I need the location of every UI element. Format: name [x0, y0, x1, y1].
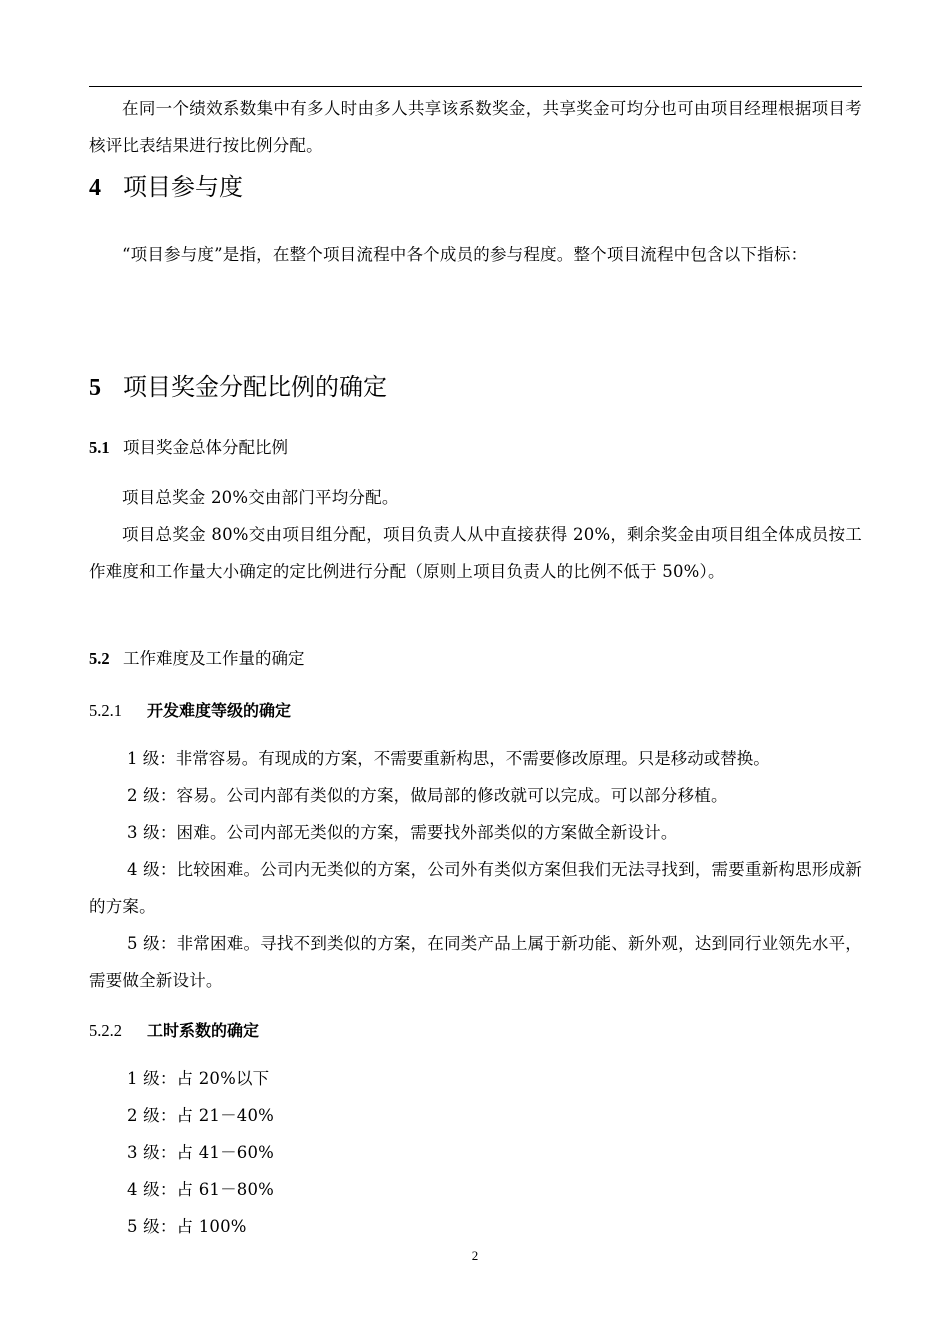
section-5-1-para-2: 项目总奖金 80%交由项目组分配，项目负责人从中直接获得 20%，剩余奖金由项目组全体成员按工作难度和工作量大小确定的定比例进行分配（原则上项目负责人的比例不低于 50%）。	[89, 525, 862, 581]
section-4-title: 项目参与度	[123, 173, 243, 201]
section-5-1-number: 5.1	[89, 438, 110, 457]
work-hour-coefficient-list	[89, 1060, 862, 1245]
section-5-2-1-heading	[89, 699, 862, 723]
section-5-title: 项目奖金分配比例的确定	[123, 373, 387, 401]
difficulty-level-list	[89, 740, 862, 999]
section-5-heading	[89, 371, 862, 404]
section-4-number: 4	[89, 175, 101, 201]
section-5-2-title: 工作难度及工作量的确定	[123, 649, 305, 668]
work-hour-level-item: 1 级：占 20%以下	[127, 1069, 270, 1088]
section-5-number: 5	[89, 375, 101, 401]
section-5-1-title: 项目奖金总体分配比例	[123, 438, 288, 457]
header-rule	[89, 86, 862, 87]
difficulty-level-item: 5 级：非常困难。寻找不到类似的方案，在同类产品上属于新功能、新外观，达到同行业领先水平，需要做全新设计。	[89, 934, 862, 990]
section-5-2-number: 5.2	[89, 649, 110, 668]
difficulty-level-item: 2 级：容易。公司内部有类似的方案，做局部的修改就可以完成。可以部分移植。	[127, 786, 728, 805]
section-5-2-1-title: 开发难度等级的确定	[147, 701, 292, 720]
intro-block	[89, 90, 862, 164]
work-hour-level-item: 5 级：占 100%	[127, 1217, 247, 1236]
section-5-1-para-1: 项目总奖金 20%交由部门平均分配。	[122, 488, 399, 507]
section-5-2-1-number: 5.2.1	[89, 701, 122, 720]
section-5-1-heading	[89, 436, 862, 460]
section-5-1-body	[89, 479, 862, 590]
difficulty-level-item: 1 级：非常容易。有现成的方案，不需要重新构思，不需要修改原理。只是移动或替换。	[127, 749, 770, 768]
work-hour-level-item: 3 级：占 41－60%	[127, 1143, 275, 1162]
section-5-2-2-title: 工时系数的确定	[147, 1021, 260, 1040]
work-hour-level-item: 2 级：占 21－40%	[127, 1106, 275, 1125]
page-number: 2	[471, 1248, 479, 1263]
section-4-body	[89, 236, 862, 273]
section-5-2-2-heading	[89, 1019, 862, 1043]
section-5-2-2-number: 5.2.2	[89, 1021, 122, 1040]
section-5-2-heading	[89, 647, 862, 671]
intro-paragraph: 在同一个绩效系数集中有多人时由多人共享该系数奖金，共享奖金可均分也可由项目经理根据项目考核评比表结果进行按比例分配。	[89, 99, 862, 155]
work-hour-level-item: 4 级：占 61－80%	[127, 1180, 275, 1199]
difficulty-level-item: 3 级：困难。公司内部无类似的方案，需要找外部类似的方案做全新设计。	[127, 823, 678, 842]
section-4-paragraph: “项目参与度”是指，在整个项目流程中各个成员的参与程度。整个项目流程中包含以下指标：	[122, 245, 808, 264]
section-4-heading	[89, 171, 862, 204]
difficulty-level-item: 4 级：比较困难。公司内无类似的方案，公司外有类似方案但我们无法寻找到，需要重新构思形成新的方案。	[89, 860, 862, 916]
